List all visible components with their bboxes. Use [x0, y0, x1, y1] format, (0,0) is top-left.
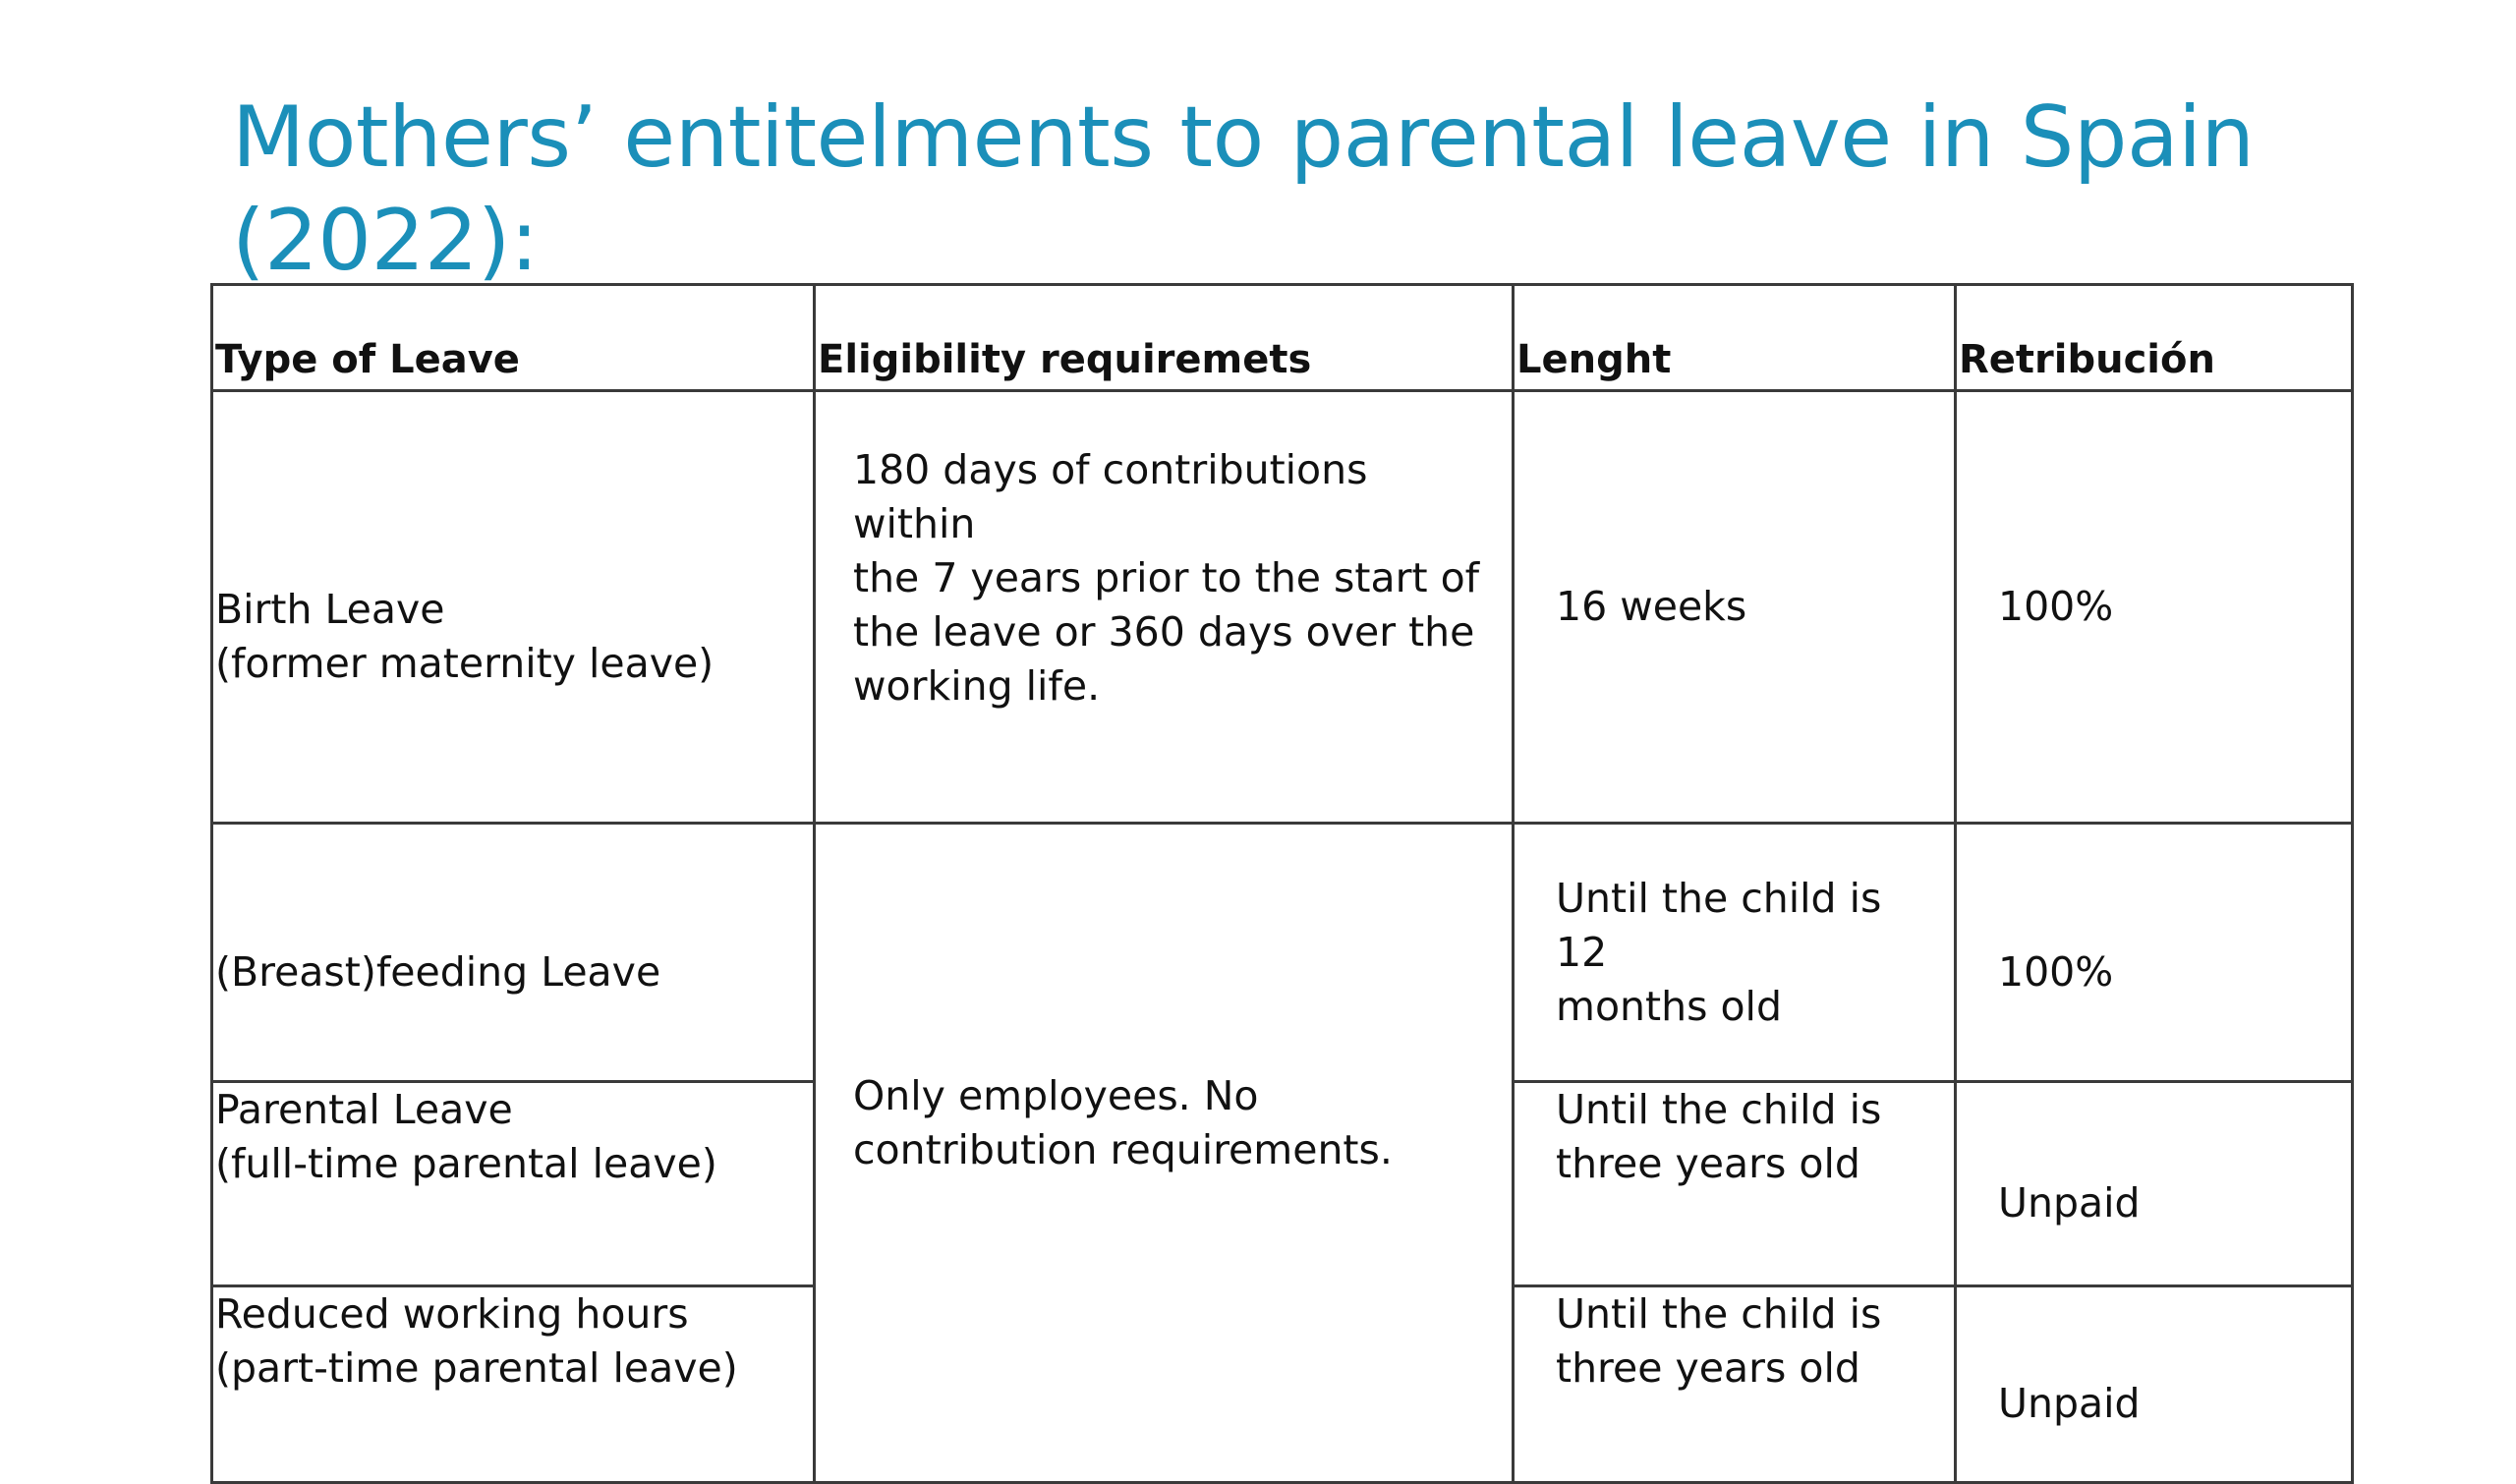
cell-type-line-1: Birth Leave	[215, 585, 445, 633]
cell-eligibility	[815, 391, 1514, 824]
cell-type-line-2: (part-time parental leave)	[215, 1344, 738, 1392]
cell-length-line-1: Until the child is 12	[1556, 875, 1882, 976]
cell-retribution: 100%	[1956, 824, 2353, 1082]
cell-eligibility-line-2: the 7 years prior to the start of	[853, 554, 1480, 601]
cell-retribution: Unpaid	[1956, 1082, 2353, 1286]
table-row-birth-leave	[212, 391, 2353, 824]
cell-type	[212, 1082, 815, 1286]
cell-eligibility-line-3: the leave or 360 days over the	[853, 608, 1475, 656]
cell-eligibility-line-1: Only employees. No	[853, 1072, 1259, 1119]
cell-eligibility-merged	[815, 824, 1514, 1483]
cell-type-line-1: Reduced working hours	[215, 1290, 689, 1338]
cell-length-line-2: months old	[1556, 983, 1782, 1030]
cell-length-line-2: three years old	[1556, 1344, 1860, 1392]
cell-type-line-1: (Breast)feeding Leave	[215, 947, 661, 996]
cell-length-line-1: Until the child is	[1556, 1290, 1882, 1338]
slide-title	[232, 86, 2345, 293]
cell-type-line-2: (full-time parental leave)	[215, 1140, 717, 1187]
table-row-breastfeeding-leave	[212, 824, 2353, 1082]
header-eligibility: Eligibility requiremets	[815, 285, 1514, 391]
cell-length-line-1: 16 weeks	[1556, 583, 1747, 630]
cell-retribution: Unpaid	[1956, 1286, 2353, 1483]
header-retribution: Retribución	[1956, 285, 2353, 391]
cell-type	[212, 824, 815, 1082]
cell-retribution: 100%	[1956, 391, 2353, 824]
cell-type-line-2: (former maternity leave)	[215, 639, 715, 687]
cell-type	[212, 391, 815, 824]
header-type-of-leave: Type of Leave	[212, 285, 815, 391]
cell-length	[1514, 391, 1956, 824]
table-header-row	[212, 285, 2353, 391]
cell-length-line-1: Until the child is	[1556, 1086, 1882, 1133]
header-length: Lenght	[1514, 285, 1956, 391]
cell-length	[1514, 1286, 1956, 1483]
cell-type	[212, 1286, 815, 1483]
cell-length-line-2: three years old	[1556, 1140, 1860, 1187]
slide-title-line-1: Mothers’ entitelments to parental leave in Spain	[232, 88, 2255, 187]
cell-length	[1514, 824, 1956, 1082]
cell-length	[1514, 1082, 1956, 1286]
parental-leave-table	[210, 283, 2354, 1484]
cell-eligibility-line-2: contribution requirements.	[853, 1126, 1393, 1173]
slide-title-line-2: (2022):	[232, 192, 539, 290]
cell-type-line-1: Parental Leave	[215, 1086, 513, 1133]
cell-eligibility-line-1: 180 days of contributions within	[853, 446, 1368, 547]
cell-eligibility-line-4: working life.	[853, 662, 1101, 710]
